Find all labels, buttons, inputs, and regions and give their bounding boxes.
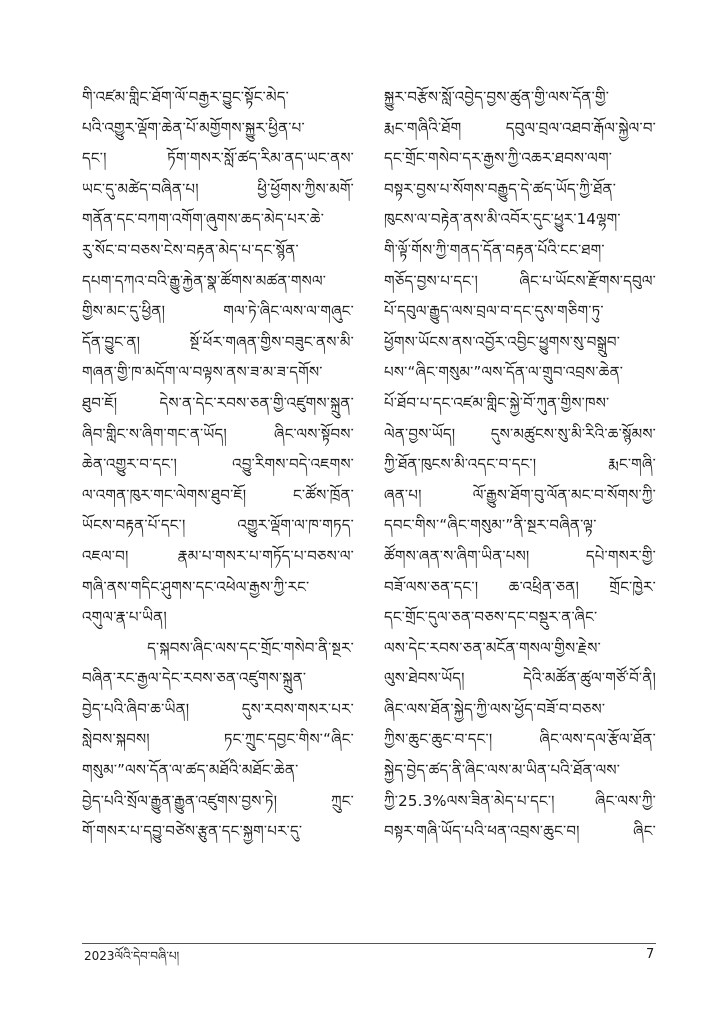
text-line: ཞན་པ། ལོ་རྒྱུས་ཐོག་བུ་ལོན་མང་བ་སོགས་ཀྱི་ bbox=[384, 485, 656, 504]
text-line: ལེན་བྱས་ཡོད། དུས་མཚུངས་སུ་མི་རིའི་ཆ་སྙོམས་ bbox=[384, 424, 656, 443]
text-line: ཕྱོགས་ཡོངས་ནས་འབྱོར་འབྱིང་ཕྱུགས་སུ་བསྒྲུབ་ bbox=[384, 332, 621, 351]
text-line: གནོན་དང་བཀག་འགོག་ཞུགས་ཆད་མེད་པར་ཆེ་ bbox=[82, 210, 325, 229]
text-line: གསུམ་”ལས་དོན་ལ་ཚད་མཐོའི་མཐོང་ཆེན་ bbox=[82, 761, 299, 780]
text-line: འགུལ་རྣ་པ་ཡིན། bbox=[82, 608, 167, 627]
text-line: གཞི་ནས་གདིང་ཤུགས་དང་འཕེལ་རྒྱས་ཀྱི་རང་ bbox=[82, 577, 310, 596]
text-line: པོ་ཐོབ་པ་དང་འཛམ་གླིང་སྐྱེ་བོ་ཀུན་གྱིས་ཁས་ bbox=[384, 393, 610, 412]
text-line: སླེབས་སྐབས། ཏང་ཀྲུང་དབྱང་གིས་“ཞིང་ bbox=[82, 730, 354, 749]
text-line: འཇལ་བ། རྣམ་པ་གསར་པ་གཏོད་པ་བཅས་ལ་ bbox=[82, 546, 354, 565]
text-line: གི་འཛམ་གླིང་ཐོག་ལོ་བརྒྱར་བྱུང་སྟོང་མེད་ bbox=[82, 88, 290, 106]
text-line: བསྟར་གཞི་ཡོད་པའི་ཕན་འབྲས་ཆུང་བ། ཞིང་ bbox=[384, 822, 656, 841]
text-line: དང་། ཏོག་གསར་སློ་ཚད་རིམ་ནད་ཡང་ནས་ bbox=[82, 149, 354, 168]
text-line: ཡོངས་བརྟན་པོ་དང་། འགྱུར་ལྡོག་ལ་ཁ་གཏད་ bbox=[82, 516, 354, 535]
text-line: ཚོགས་ཞན་ས་ཞིག་ཡིན་པས། དཔེ་གསར་གྱི་ bbox=[384, 546, 656, 565]
footer-divider bbox=[82, 943, 656, 944]
text-line: གོ་གསར་པ་དབྱུ་བཙེས་རྩུན་དང་སྐྱག་པར་དུ་ bbox=[82, 822, 303, 841]
text-line: དབང་གིས་“ཞིང་གསུམ་”ནི་སྔར་བཞིན་ལྟ་ bbox=[384, 516, 597, 535]
text-line: གཞན་གྱི་ཁ་མདོག་ལ་བལྟས་ནས་ཟ་མ་ཟ་དགོས་ bbox=[82, 363, 323, 382]
text-line: གི་ལྟོ་གོས་ཀྱི་གནད་དོན་བརྟན་པོའི་ངང་ཐག་ bbox=[384, 240, 605, 259]
text-line: དཔག་དཀའ་བའི་རྒྱུ་རྐྱེན་སྣ་ཚོགས་མཚན་གསལ་ bbox=[82, 271, 327, 290]
text-line: དང་གྲོང་དུལ་ཅན་བཅས་དང་བསྡུར་ན་ཞིང་ bbox=[384, 608, 598, 627]
text-line: དང་གྲོང་གསེབ་དར་རྒྱས་ཀྱི་འཆར་ཐབས་ལག་ bbox=[384, 149, 613, 168]
text-line: དོན་བྱུང་ན། སྔོ་ཕོར་གཞན་གྱིས་བཟུང་ནས་མི་ bbox=[82, 332, 354, 351]
right-column bbox=[384, 82, 656, 847]
text-line: སྐྱེད་བྱེད་ཚད་ནི་ཞིང་ལས་མ་ཡིན་པའི་ཐོན་ལས་ bbox=[384, 761, 621, 780]
text-line: ཡང་དུ་མཚེད་བཞིན་པ། ཕྱི་ཕྱོགས་ཀྱིས་མགོ་ bbox=[82, 179, 354, 198]
text-line: བྱེད་པའི་ཞིབ་ཆ་ཡིན། དུས་རབས་གསར་པར་ bbox=[82, 699, 354, 718]
left-column bbox=[82, 82, 354, 847]
text-line: བྱེད་པའི་སྲོལ་རྒྱུན་རྒྱུན་འཛུགས་བྱས་ཏེ། ཀྲུང་ bbox=[82, 791, 354, 810]
text-line: གྱིས་མང་དུ་ཕྱིན། གལ་ཏེ་ཞིང་ལས་ལ་གཞུང་ bbox=[82, 302, 354, 321]
text-line: བསྟར་བྱས་པ་སོགས་བརྒྱུད་དེ་ཚད་ཡོད་ཀྱི་ཐོན་ bbox=[384, 179, 617, 198]
text-line: ཁུངས་ལ་བརྟེན་ནས་མི་འབོར་དུང་ཕྱུར་14ལྷག་ bbox=[384, 210, 621, 229]
text-line: གཅོད་བྱས་པ་དང་། ཞིང་པ་ཡོངས་རྫོགས་དབུལ་ bbox=[384, 271, 656, 290]
text-line: པོ་དབུལ་རྒྱུད་ལས་བྲལ་བ་དང་དུས་གཅིག་ཏུ་ bbox=[384, 302, 604, 321]
text-line: ཀྱི་ཐོན་ཁུངས་མི་འདང་བ་དང་། རྨང་གཞི་ bbox=[384, 455, 656, 474]
text-line: ཞིབ་གླིང་ས་ཞིག་གང་ན་ཡོད། ཞིང་ལས་སྟོབས་ bbox=[82, 424, 354, 443]
text-line: པའི་འགྱུར་ལྡོག་ཆེན་པོ་མགྱོགས་སྐྱུར་ཕྱིན་པ་ bbox=[82, 118, 305, 137]
text-line: ཀྱིས་ཆུང་ཆུང་བ་དང་། ཞིང་ལས་དལ་རྩོལ་ཐོན་ bbox=[384, 730, 656, 749]
text-line: ཀྱི་25.3%ལས་ཟིན་མེད་པ་དང་། ཞིང་ལས་ཀྱི་ bbox=[384, 791, 656, 810]
text-line: རྨང་གཞིའི་ཐོག དབུལ་བྲལ་འཐབ་རྒོལ་སྐྱེལ་བ་ bbox=[384, 118, 656, 137]
text-line: ལུས་ཐེབས་ཡོད། དེའི་མཚོན་ཚུལ་གཙོ་བོ་ནི། bbox=[384, 669, 656, 688]
text-line: ལ་འགན་ཁུར་གང་ལེགས་ཐུབ་ཇོ། ང་ཚོས་ཁྲོན་ bbox=[82, 485, 354, 504]
text-line: ད་སྐབས་ཞིང་ལས་དང་གྲོང་གསེབ་ནི་སྔར་ bbox=[82, 638, 354, 657]
text-line: བཞིན་རང་རྒྱལ་དེང་རབས་ཅན་འཛུགས་སྐྲུན་ bbox=[82, 669, 307, 688]
text-line: ཆེན་འགྱུར་བ་དང་། འབྱུ་རིགས་བདེ་འཇགས་ bbox=[82, 455, 354, 474]
footer-issue-label: 2023ལོའི་དེབ་བཞི་པ། bbox=[84, 949, 180, 963]
text-line: བཟོ་ལས་ཅན་དང་། ཆ་འཕྲིན་ཅན། གྲོང་ཁྱེར་ bbox=[384, 577, 656, 596]
text-line: རུ་སོང་བ་བཅས་ངེས་བརྟན་མེད་པ་དང་སྙོན་ bbox=[82, 240, 299, 259]
text-line: ལས་དེང་རབས་ཅན་མངོན་གསལ་གྱིས་རྗེས་ bbox=[384, 638, 601, 657]
text-line: སྐྱུར་བརྩོས་སློ་འབྱེད་བྱས་ཚུན་གྱི་ལས་དོན་གྱི་ bbox=[384, 88, 610, 106]
text-line: པས་“ཞིང་གསུམ་”ལས་དོན་ལ་གྲུབ་འབྲས་ཆེན་ bbox=[384, 363, 624, 382]
page-number: 7 bbox=[646, 947, 655, 962]
text-line: ཐུབ་ཇོ། དེས་ན་དེང་རབས་ཅན་གྱི་འཛུགས་སྐྲུན་ bbox=[82, 393, 354, 412]
text-line: ཞིང་ལས་ཐོན་སྐྱེད་ཀྱི་ལས་ཕྱོད་བཟོ་བ་བཅས་ bbox=[384, 699, 606, 718]
